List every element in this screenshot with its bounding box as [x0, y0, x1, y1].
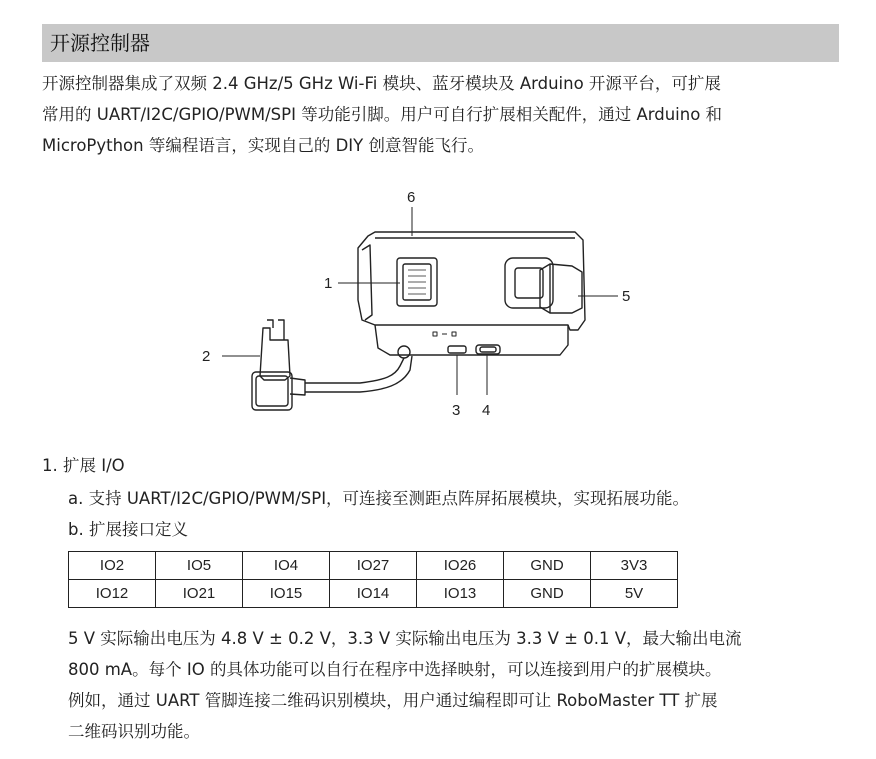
controller-diagram	[190, 180, 650, 425]
intro-line-2: 常用的 UART/I2C/GPIO/PWM/SPI 等功能引脚。用户可自行扩展相关配件，通过 Arduino 和	[42, 105, 723, 124]
callout-6: 6	[407, 189, 416, 206]
table-cell: 3V3	[591, 552, 678, 580]
body-line-1: 5 V 实际输出电压为 4.8 V ± 0.2 V，3.3 V 实际输出电压为 3.3 V ± 0.1 V，最大输出电流	[68, 629, 742, 648]
table-cell: IO21	[156, 580, 243, 608]
table-cell: IO12	[69, 580, 156, 608]
io-pin-table	[68, 551, 678, 608]
table-cell: IO4	[243, 552, 330, 580]
body-line-3: 例如，通过 UART 管脚连接二维码识别模块，用户通过编程即可让 RoboMaster TT 扩展	[68, 691, 718, 710]
body-line-2: 800 mA。每个 IO 的具体功能可以自行在程序中选择映射，可以连接到用户的扩展模块。	[68, 660, 722, 679]
section-title-bar	[42, 24, 839, 62]
table-cell: IO27	[330, 552, 417, 580]
body-line-4: 二维码识别功能。	[68, 722, 200, 741]
table-cell: 5V	[591, 580, 678, 608]
item-a: a. 支持 UART/I2C/GPIO/PWM/SPI，可连接至测距点阵屏拓展模块，实现拓展功能。	[68, 489, 690, 508]
table-cell: IO15	[243, 580, 330, 608]
callout-4: 4	[482, 402, 491, 419]
table-cell: IO26	[417, 552, 504, 580]
callout-1: 1	[324, 275, 333, 292]
table-cell: IO13	[417, 580, 504, 608]
table-cell: GND	[504, 580, 591, 608]
callout-3: 3	[452, 402, 461, 419]
table-cell: IO5	[156, 552, 243, 580]
item-b: b. 扩展接口定义	[68, 520, 188, 539]
table-cell: IO14	[330, 580, 417, 608]
table-row	[69, 552, 678, 580]
table-cell: GND	[504, 552, 591, 580]
callout-5: 5	[622, 288, 631, 305]
intro-line-3: MicroPython 等编程语言，实现自己的 DIY 创意智能飞行。	[42, 136, 484, 155]
callout-2: 2	[202, 348, 211, 365]
intro-line-1: 开源控制器集成了双频 2.4 GHz/5 GHz Wi-Fi 模块、蓝牙模块及 Arduino 开源平台，可扩展	[42, 74, 721, 93]
section-title: 开源控制器	[50, 31, 150, 55]
table-row	[69, 580, 678, 608]
table-cell: IO2	[69, 552, 156, 580]
expansion-io-heading: 1. 扩展 I/O	[42, 456, 125, 475]
